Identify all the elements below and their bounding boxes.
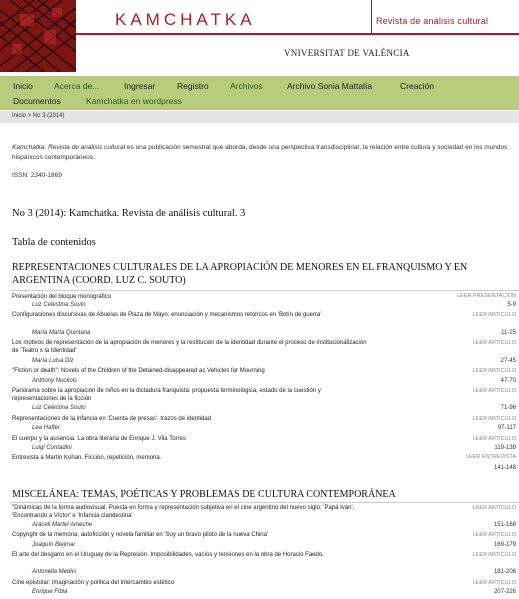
article-title[interactable]: Configuraciones discursivas de Abuelas de Plaza de Mayo: enunciación y mecanismos retóricos en 'Botín de guerra': [12, 312, 322, 318]
article-pages: 27-45: [500, 358, 516, 364]
header-divider-vertical: [371, 0, 372, 33]
journal-name: Kamchatka. Revista de análisis cultural: [12, 144, 126, 151]
read-link[interactable]: LEER ARTÍCULO: [472, 368, 516, 374]
nav-archivo-sonia-mattalia[interactable]: Archivo Sonia Mattalía: [287, 81, 373, 91]
article-pages: 207-226: [493, 589, 516, 595]
article-title[interactable]: Copyright de la memoria, autoficción y novela familiar en 'Soy un bravo piloto de la nueva China': [12, 532, 269, 538]
read-link[interactable]: LEER ARTÍCULO: [472, 436, 516, 442]
read-link[interactable]: LEER ARTÍCULO: [472, 580, 516, 586]
article-title[interactable]: Cine epistolar: imaginación y política del intercambio estético: [12, 580, 175, 586]
nav-documentos[interactable]: Documentos: [13, 96, 61, 106]
section-title: REPRESENTACIONES CULTURALES DE LA APROPIACIÓN DE MENORES EN EL FRANQUISMO Y EN ARGENTINA (COORD. LUZ C. SOUTO): [12, 262, 468, 286]
nav-creacion[interactable]: Creación: [400, 81, 435, 91]
article-title[interactable]: Los motivos de representación de la apropiación de menores y la restitución de la identidad durante el proceso de institucionalización de 'Teatro x la Identidad': [12, 340, 367, 354]
section-divider: [10, 502, 519, 503]
article-author: Lea Hafter: [32, 425, 61, 431]
article-pages: 141-148: [493, 465, 516, 471]
nav-kamchatka-wordpress[interactable]: Kamchatka en wordpress: [86, 96, 182, 106]
article-pages: 11-25: [501, 330, 516, 336]
article-author: María Marta Quintana: [32, 330, 91, 336]
nav-registro[interactable]: Registro: [177, 81, 209, 91]
breadcrumb[interactable]: Inicio > No 3 (2014): [12, 113, 65, 119]
read-link[interactable]: LEER ARTÍCULO: [472, 312, 516, 318]
nav-archivos[interactable]: Archivos: [230, 81, 263, 91]
issn: ISSN: 2340-1869: [12, 172, 62, 179]
nav-acerca-de[interactable]: Acerca de...: [54, 81, 100, 91]
nav-inicio[interactable]: Inicio: [13, 81, 33, 91]
article-title[interactable]: "Fiction or death": Novels of the Children of the Detained-disappeared as Vehicles for Mourning: [12, 368, 265, 374]
toc-title: Tabla de contenidos: [12, 237, 96, 248]
section-title: MISCELÁNEA: TEMAS, POÉTICAS Y PROBLEMAS DE CULTURA CONTEMPORÁNEA: [12, 489, 396, 500]
article-title[interactable]: El cuerpo y la ausencia. La obra literaria de Enrique J. Vila Torres: [12, 436, 186, 442]
article-pages: 151-168: [493, 522, 516, 528]
article-author: Luigi Contadini: [32, 445, 72, 451]
article-pages: 71-96: [500, 405, 516, 411]
breadcrumb-bar: [0, 111, 519, 123]
article-title[interactable]: Presentación del bloque monográfico: [12, 294, 112, 300]
article-pages: 47-70: [500, 378, 516, 384]
journal-description-text: es una publicación semestral que aborda, desde una perspectiva transdisciplinar, la relación entre cultura y sociedad en los mundos hispánicos contemporáneos.: [12, 144, 508, 161]
article-pages: 97-117: [497, 425, 516, 431]
site-title[interactable]: KAMCHATKA: [115, 10, 256, 29]
read-link[interactable]: LEER ARTÍCULO: [472, 532, 516, 538]
article-author: Anthony Nuckols: [32, 378, 78, 384]
read-link[interactable]: LEER ARTÍCULO: [472, 388, 516, 394]
article-author: Joaquín Blejmar: [32, 542, 76, 548]
article-title[interactable]: Representaciones de la infancia en 'Cuenta de presas': trazos de identidad: [12, 416, 212, 422]
article-author: Luz Celestina Souto: [32, 302, 86, 308]
article-pages: 5-9: [507, 302, 516, 308]
header-divider: [76, 33, 519, 35]
article-author: Antonella Medici: [32, 569, 77, 575]
read-link[interactable]: LEER ARTÍCULO: [472, 505, 516, 511]
site-subtitle: Revista de análisis cultural: [376, 16, 489, 26]
journal-description: [12, 143, 512, 162]
article-pages: 181-206: [493, 569, 516, 575]
read-link[interactable]: LEER ARTÍCULO: [472, 552, 516, 558]
issue-title: No 3 (2014): Kamchatka. Revista de análisis cultural. 3: [12, 208, 246, 219]
article-author: Luz Celestina Souto: [32, 405, 86, 411]
site-header: [0, 0, 519, 72]
read-link[interactable]: LEER ARTÍCULO: [472, 416, 516, 422]
nav-ingresar[interactable]: Ingresar: [124, 81, 156, 91]
main-nav: [0, 76, 519, 110]
article-title[interactable]: "Dinámicas de la forma audiovisual. Puesta en forma y representación subjetiva en el cine argentino del nuevo siglo: 'Papá Iván', 'Encontrando a Víctor' e 'Infancia clandestina': [12, 505, 355, 519]
read-link[interactable]: LEER ENTREVISTA: [465, 454, 516, 460]
article-pages: 169-179: [493, 542, 516, 548]
article-author: María Luisa Diz: [32, 358, 74, 364]
article-title[interactable]: Entrevista a Martín Kohan. Ficción, repetición, memoria.: [12, 455, 162, 461]
article-title[interactable]: Panorama sobre la apropiación de niños en la dictadura franquista: propuesta terminológica, estado de la cuestión y representaciones de la ficción: [12, 388, 321, 402]
article-author: Enrique Fibla: [32, 589, 68, 595]
article-pages: 119-139: [494, 445, 516, 451]
read-link[interactable]: LEER ARTÍCULO: [472, 340, 516, 346]
article-author: Araceli Martel Ameche: [32, 522, 93, 528]
section-divider: [10, 290, 519, 291]
read-link[interactable]: LEER PRESENTACIÓN: [457, 293, 516, 299]
university-logo[interactable]: VNIVERSITAT DE VALÈNCIA: [284, 48, 410, 58]
article-title[interactable]: El arte del desgarro en el Uruguay de la Represión. Imposibilidades, vacíos y tensiones en la obra de Horacio Faedo.: [12, 552, 324, 558]
kamchatka-logo[interactable]: [0, 0, 76, 72]
